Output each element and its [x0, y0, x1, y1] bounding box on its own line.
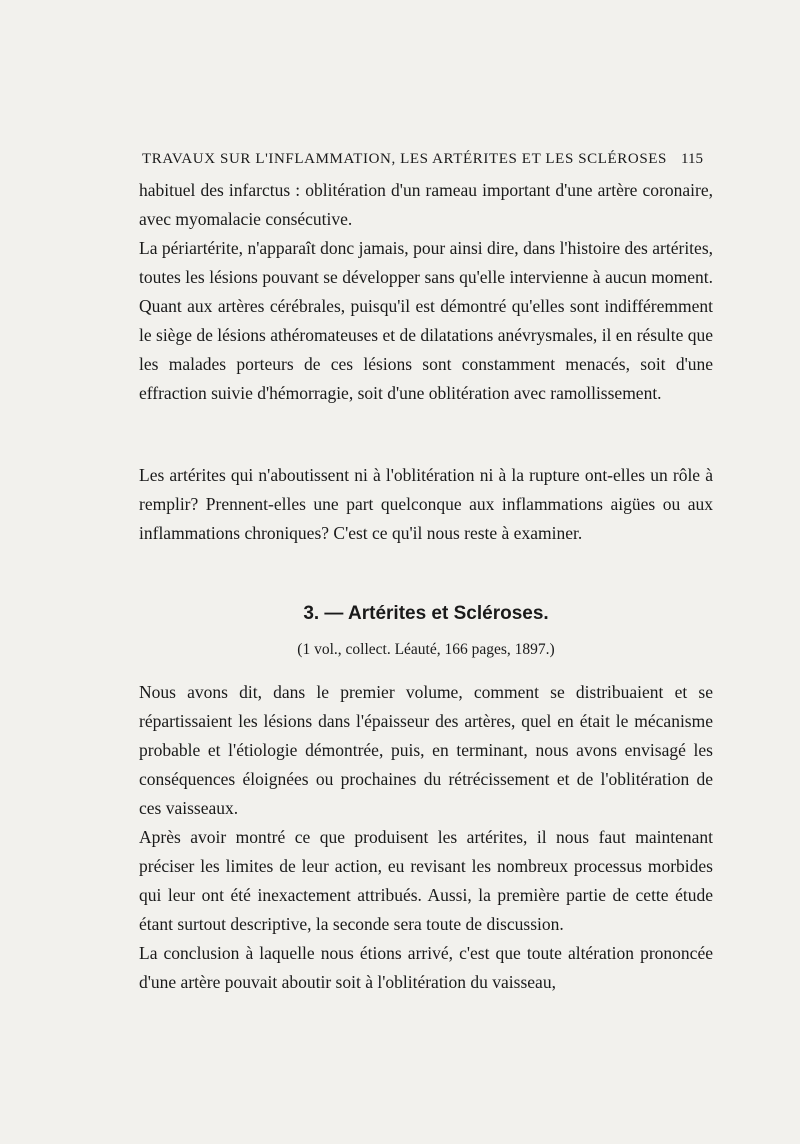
running-head: TRAVAUX SUR L'INFLAMMATION, LES ARTÉRITES ET LES SCLÉROSES [142, 151, 667, 167]
text-block-second [139, 461, 713, 548]
section-subheading: (1 vol., collect. Léauté, 166 pages, 1897.) [297, 641, 555, 658]
paragraph: Après avoir montré ce que produisent les artérites, il nous faut maintenant préciser les limites de leur action, eu revisant les nombreux processus morbides qui leur ont été inexactement attribués. Aussi, la première partie de cette étude étant surtout descriptive, la seconde sera toute de discussion. [139, 827, 713, 934]
paragraph: Nous avons dit, dans le premier volume, comment se distribuaient et se répartissaient les lésions dans l'épaisseur des artères, quel en était le mécanisme probable et l'étiologie démontrée, puis, en terminant, nous avons envisagé les conséquences éloignées ou prochaines du rétrécissement et de l'oblitération de ces vaisseaux. [139, 682, 713, 818]
paragraph: Les artérites qui n'aboutissent ni à l'oblitération ni à la rupture ont-elles un rôle à remplir? Prennent-elles une part quelconque aux inflammations aigües ou aux inflammations chroniques? C'est ce qu'il nous reste à examiner. [139, 465, 713, 543]
paragraph: habituel des infarctus : oblitération d'un rameau important d'une artère coronaire, avec myomalacie consécutive. [139, 180, 713, 229]
text-block-third [139, 678, 713, 997]
paragraph: La périartérite, n'apparaît donc jamais, pour ainsi dire, dans l'histoire des artérites, toutes les lésions pouvant se développer sans qu'elle intervienne à aucun moment. Quant aux artères cérébrales, puisqu'il est démontré qu'elles sont indifféremment le siège de lésions athéromateuses et de dilatations anévrysmales, il en résulte que les malades porteurs de ces lésions sont constamment menacés, soit d'une effraction suivie d'hémorragie, soit d'une oblitération avec ramollissement. [139, 238, 713, 403]
text-block-first [139, 176, 713, 408]
page-number: 115 [681, 151, 703, 167]
section-heading: 3. — Artérites et Scléroses. [303, 603, 549, 624]
paragraph: La conclusion à laquelle nous étions arrivé, c'est que toute altération prononcée d'une artère pouvait aboutir soit à l'oblitération du vaisseau, [139, 943, 713, 992]
